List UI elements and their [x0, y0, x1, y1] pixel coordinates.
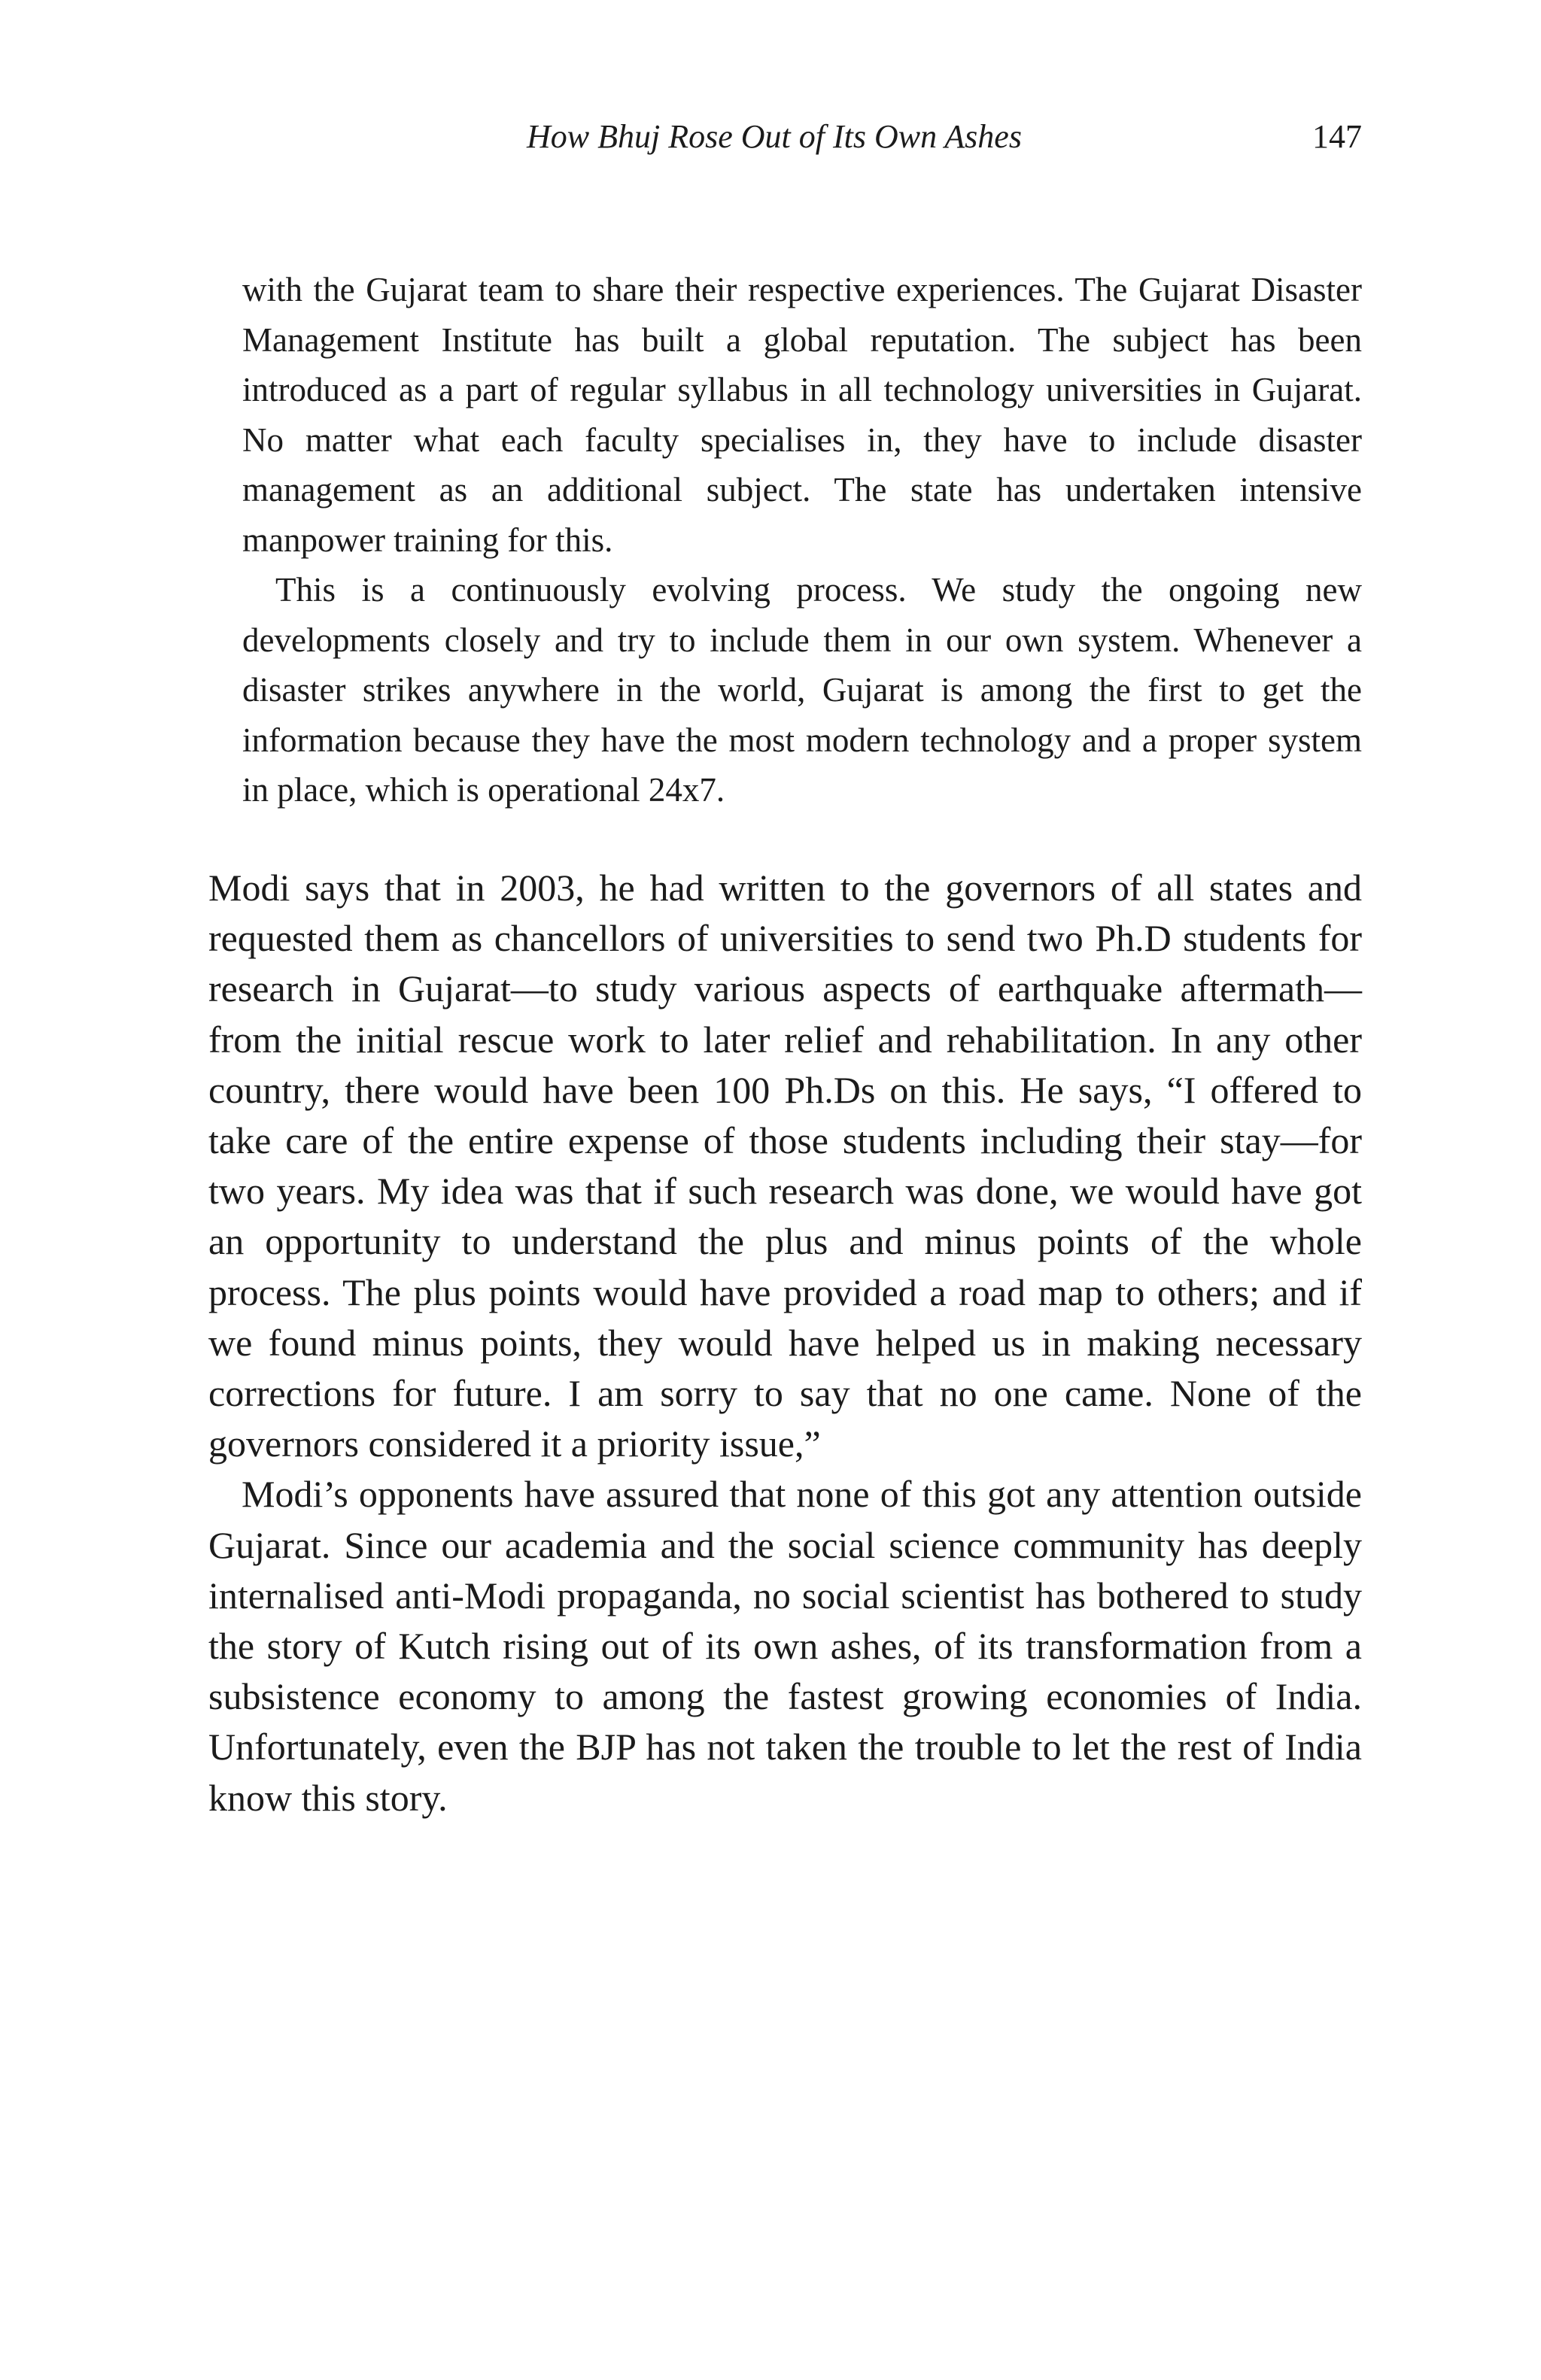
body-paragraph: Modi’s opponents have assured that none of this got any attention outside Gujarat. Since our academia and the social science community has deeply internalised anti-Modi propaganda, no social scientist has bothered to study the story of Kutch rising out of its own ashes, of its transformation from a subsistence economy to among the fastest growing economies of India. Unfortunately, even the BJP has not taken the trouble to let the rest of India know this story.: [208, 1473, 1362, 1819]
running-head: [0, 114, 1362, 159]
quote-paragraph: This is a continuously evolving process. We study the ongoing new developments closely and try to include them in our own system. Whenever a disaster strikes anywhere in the world, Gujarat is among the first to get the information because they have the most modern technology and a proper system in place, which is operational 24x7.: [242, 571, 1362, 809]
page-number: 147: [1312, 118, 1362, 155]
body-text: [208, 863, 1362, 1823]
block-quote: [242, 265, 1362, 815]
quote-paragraph: with the Gujarat team to share their respective experiences. The Gujarat Disaster Management Institute has built a global reputation. The subject has been introduced as a part of regular syllabus in all technology universities in Gujarat. No matter what each faculty specialises in, they have to include disaster management as an additional subject. The state has undertaken intensive manpower training for this.: [242, 271, 1362, 559]
body-paragraph: Modi says that in 2003, he had written to the governors of all states and requested them as chancellors of universities to send two Ph.D students for research in Gujarat—to study various aspects of earthquake aftermath—from the initial rescue work to later relief and rehabilitation. In any other country, there would have been 100 Ph.Ds on this. He says, “I offered to take care of the entire expense of those students including their stay—for two years. My idea was that if such research was done, we would have got an opportunity to understand the plus and minus points of the whole process. The plus points would have provided a road map to others; and if we found minus points, they would have helped us in making necessary corrections for future. I am sorry to say that no one came. None of the governors considered it a priority issue,”: [208, 867, 1362, 1465]
running-title: How Bhuj Rose Out of Its Own Ashes: [527, 118, 1022, 155]
